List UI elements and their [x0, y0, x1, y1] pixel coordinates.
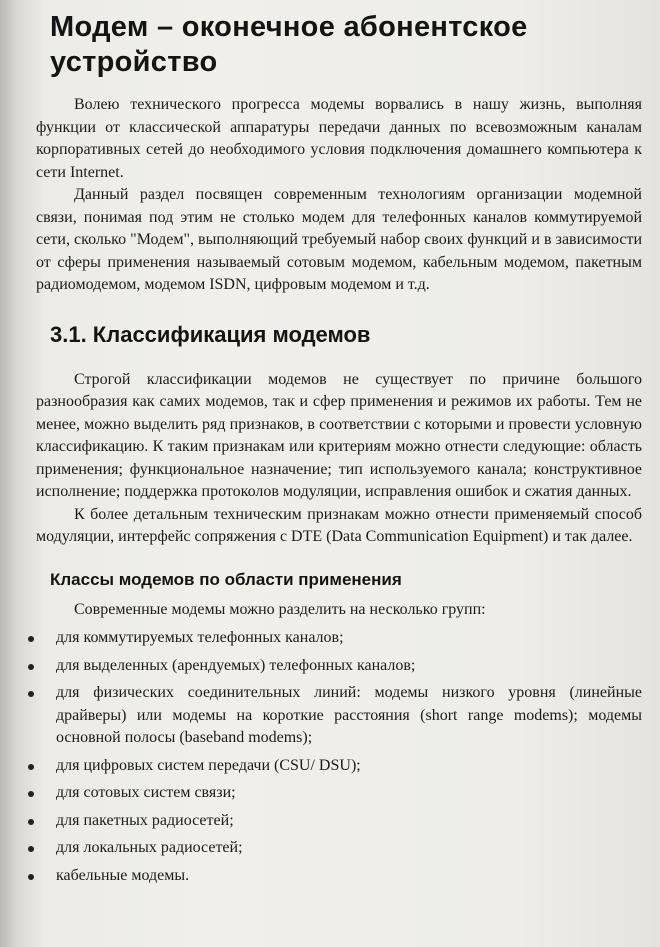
list-item-text: для цифровых систем передачи (CSU/ DSU); — [56, 756, 361, 774]
bullet-icon — [28, 819, 34, 825]
list-item-text: для локальных радиосетей; — [56, 839, 243, 856]
bullet-icon — [28, 664, 34, 670]
section-paragraph-2: К более детальным техническим признакам можно отнести применяемый способ модуляции, интерфейс сопряжения с DTE (Data Communication Equipment) и так далее. — [36, 505, 642, 545]
intro-paragraph-1: Волею технического прогресса модемы ворвались в нашу жизнь, выполняя функции от классической аппаратуры передачи данных по всевозможным каналам корпоративных сетей до необходимого условия подключения домашнего компьютера к сети Internet. — [36, 96, 642, 181]
list-item-text: для коммутируемых телефонных каналов; — [56, 629, 344, 646]
bullet-icon — [28, 846, 34, 852]
list-item — [36, 837, 642, 860]
page-content — [36, 10, 642, 887]
section-body — [36, 369, 642, 549]
page-title: Модем – оконечное абонентское устройство — [50, 11, 528, 78]
list-item — [36, 782, 642, 805]
intro-section — [36, 94, 642, 297]
list-item-text: для выделенных (арендуемых) телефонных каналов; — [56, 656, 416, 674]
bullet-icon — [28, 791, 34, 797]
list-item-text: для сотовых систем связи; — [56, 784, 236, 801]
list-item — [36, 755, 642, 778]
list-item-text: для пакетных радиосетей; — [56, 811, 234, 829]
list-item-text: кабельные модемы. — [56, 866, 190, 884]
bullet-icon — [28, 764, 34, 770]
list-item — [36, 655, 642, 678]
subsection-title: Классы модемов по области применения — [50, 569, 402, 589]
application-class-list — [36, 627, 642, 887]
bullet-icon — [28, 636, 34, 642]
section-title: 3.1. Классификация модемов — [50, 321, 371, 347]
list-item — [36, 627, 642, 650]
intro-paragraph-2: Данный раздел посвящен современным технологиям организации модемной связи, понимая под этим не столько модем для телефонных каналов коммутируемой сети, сколько "Модем", выполняющий требуемый набор своих функций и в зависимости от сферы применения называемый сотовым модемом, кабельным модемом, пакетным радиомодемом, модемом ISDN, цифровым модемом и т.д. — [36, 186, 642, 293]
bullet-icon — [28, 691, 34, 697]
list-intro: Современные модемы можно разделить на несколько групп: — [74, 600, 486, 618]
section-paragraph-1: Строгой классификации модемов не существует по причине большого разнообразия как самих модемов, так и сфер применения и режимов их работы. Тем не менее, можно выделить ряд признаков, в соответствии с которыми и провести условную классификацию. К таким признакам или критериям можно отнести следующие: область применения; функциональное назначение; тип используемого канала; конструктивное исполнение; поддержка протоколов модуляции, исправления ошибок и сжатия данных. — [36, 370, 642, 500]
list-item — [36, 682, 642, 750]
list-item — [36, 865, 642, 888]
bullet-icon — [28, 874, 34, 880]
list-item-text: для физических соединительных линий: модемы низкого уровня (линейные драйверы) или модемы на короткие расстояния (short range modems); модемы основной полосы (baseband modems); — [56, 684, 642, 746]
list-item — [36, 810, 642, 833]
